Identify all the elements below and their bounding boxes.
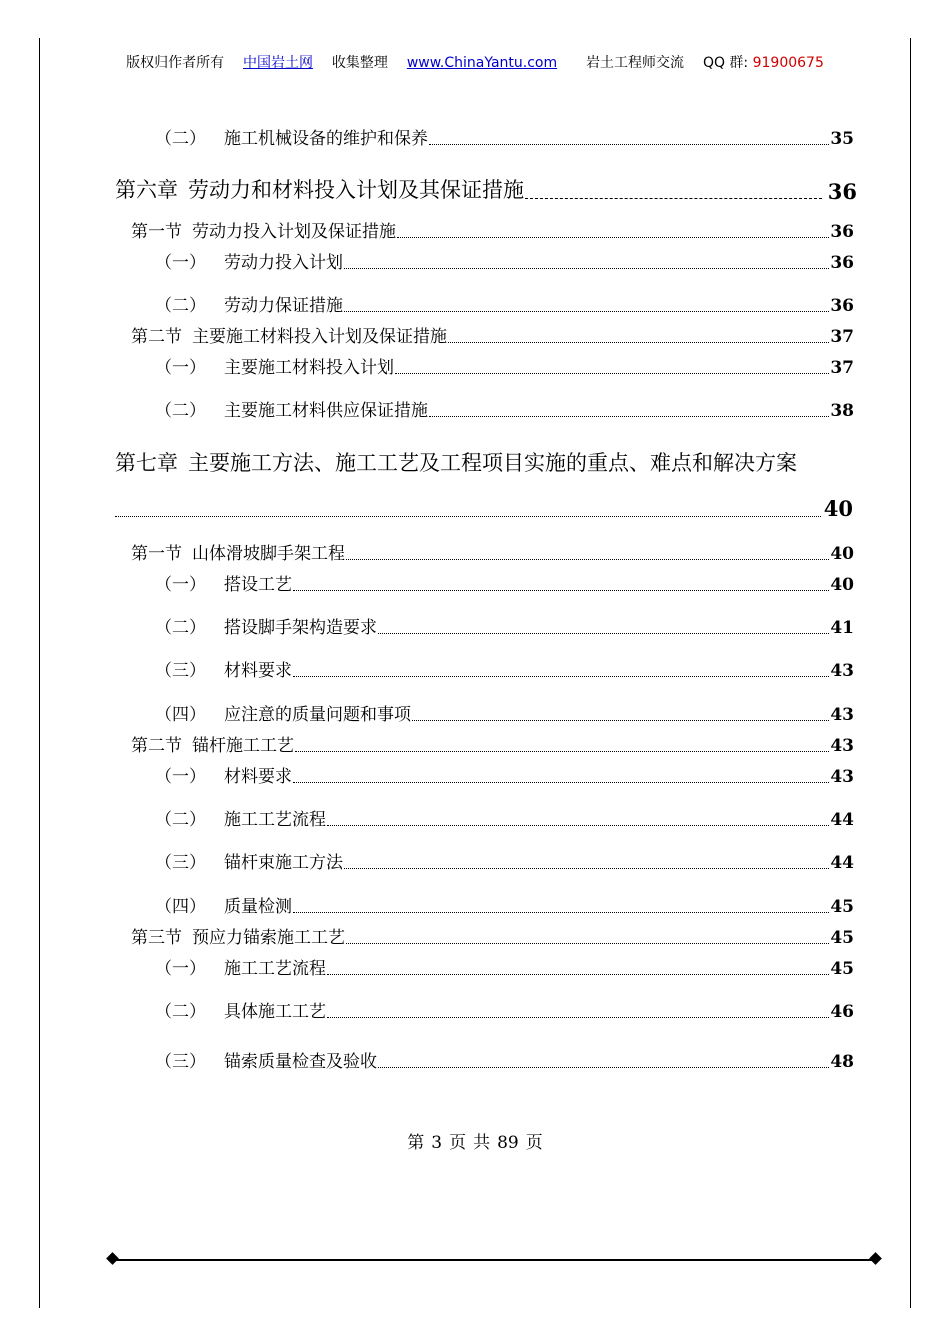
footer-text: 第 [407, 1133, 425, 1153]
section-page: 36 [830, 222, 854, 242]
entry-page: 43 [830, 705, 854, 725]
entry-page: 36 [830, 296, 854, 316]
dot-leader [378, 1067, 829, 1068]
toc-section[interactable] [131, 322, 854, 347]
toc-section[interactable] [131, 923, 854, 948]
toc-entry[interactable] [155, 570, 854, 595]
footer-text: 共 [473, 1133, 491, 1153]
chapter-label: 第七章 [115, 451, 178, 475]
entry-page: 40 [830, 575, 854, 595]
section-page: 45 [830, 928, 854, 948]
entry-label: （四） [155, 897, 206, 917]
entry-page: 43 [830, 767, 854, 787]
dot-leader [346, 943, 829, 944]
toc-entry[interactable] [155, 892, 854, 917]
entry-page: 43 [830, 661, 854, 681]
entry-label: （一） [155, 358, 206, 378]
toc-entry[interactable] [155, 954, 854, 979]
entry-label: （一） [155, 767, 206, 787]
entry-label: （三） [155, 661, 206, 681]
left-margin-line [39, 38, 40, 1308]
header-exchange: 岩土工程师交流 [586, 55, 685, 71]
entry-label: （二） [155, 296, 206, 316]
toc-entry[interactable] [155, 848, 854, 873]
entry-title: 施工工艺流程 [224, 810, 326, 830]
dot-leader [395, 373, 829, 374]
dot-leader [344, 311, 829, 312]
toc-entry[interactable] [155, 656, 854, 681]
toc-chapter-6[interactable] [115, 174, 857, 204]
entry-label: （一） [155, 959, 206, 979]
toc-entry[interactable] [155, 291, 854, 316]
entry-title: 具体施工工艺 [224, 1002, 326, 1022]
entry-page: 37 [830, 358, 854, 378]
entry-title: 主要施工材料供应保证措施 [224, 401, 428, 421]
dot-leader [115, 516, 821, 517]
entry-title: 搭设工艺 [224, 575, 292, 595]
diamond-ornament-left [106, 1252, 119, 1265]
dot-leader [344, 268, 829, 269]
toc-entry[interactable] [155, 613, 854, 638]
section-title: 主要施工材料投入计划及保证措施 [192, 327, 447, 347]
footer-text: 页 [525, 1133, 543, 1153]
toc-section[interactable] [131, 217, 854, 242]
chapter-page: 40 [823, 496, 853, 521]
bottom-rule [114, 1259, 876, 1261]
entry-title: 劳动力保证措施 [224, 296, 343, 316]
chapter-title: 主要施工方法、施工工艺及工程项目实施的重点、难点和解决方案 [188, 451, 797, 475]
entry-title: 主要施工材料投入计划 [224, 358, 394, 378]
entry-title: 劳动力投入计划 [224, 253, 343, 273]
section-title: 锚杆施工工艺 [192, 736, 294, 756]
toc-entry[interactable] [155, 353, 854, 378]
entry-title: 锚索质量检查及验收 [224, 1052, 377, 1072]
header-rights: 版权归作者所有 [126, 55, 225, 71]
header-url-link[interactable]: www.ChinaYantu.com [406, 55, 558, 71]
entry-page: 41 [830, 618, 854, 638]
entry-label: （三） [155, 1052, 206, 1072]
entry-page: 45 [830, 959, 854, 979]
toc-entry[interactable] [155, 1047, 854, 1072]
section-page: 40 [830, 544, 854, 564]
toc-section[interactable] [131, 731, 854, 756]
diamond-ornament-right [869, 1252, 882, 1265]
section-label: 第一节 [131, 222, 182, 242]
page-footer [0, 1128, 950, 1153]
chapter-label: 第六章 [115, 178, 178, 202]
entry-title: 搭设脚手架构造要求 [224, 618, 377, 638]
dash-leader [525, 198, 822, 199]
section-label: 第一节 [131, 544, 182, 564]
section-label: 第二节 [131, 327, 182, 347]
toc-entry[interactable] [155, 396, 854, 421]
header-site-link[interactable]: 中国岩土网 [243, 55, 314, 71]
dot-leader [344, 868, 829, 869]
entry-page: 36 [830, 253, 854, 273]
entry-label: （四） [155, 705, 206, 725]
toc-entry[interactable] [155, 997, 854, 1022]
footer-total-pages: 89 [497, 1133, 519, 1153]
toc-entry[interactable] [155, 248, 854, 273]
dot-leader [327, 825, 829, 826]
dot-leader [448, 342, 829, 343]
dot-leader [397, 237, 829, 238]
toc-entry[interactable] [155, 805, 854, 830]
section-title: 山体滑坡脚手架工程 [192, 544, 345, 564]
entry-page: 48 [830, 1052, 854, 1072]
section-title: 劳动力投入计划及保证措施 [192, 222, 396, 242]
entry-title: 施工机械设备的维护和保养 [224, 129, 428, 149]
header-collected: 收集整理 [331, 55, 388, 71]
section-title: 预应力锚索施工工艺 [192, 928, 345, 948]
entry-page: 38 [830, 401, 854, 421]
section-page: 43 [830, 736, 854, 756]
footer-text: 页 [449, 1133, 467, 1153]
dot-leader [429, 416, 829, 417]
chapter-title: 劳动力和材料投入计划及其保证措施 [188, 178, 524, 202]
entry-title: 应注意的质量问题和事项 [224, 705, 411, 725]
dot-leader [429, 144, 829, 145]
section-label: 第二节 [131, 736, 182, 756]
entry-label: （二） [155, 1002, 206, 1022]
entry-label: （二） [155, 810, 206, 830]
section-page: 37 [830, 327, 854, 347]
chapter-page: 36 [827, 179, 857, 204]
toc-entry[interactable] [155, 762, 854, 787]
entry-page: 44 [830, 810, 854, 830]
entry-label: （一） [155, 253, 206, 273]
entry-title: 材料要求 [224, 661, 292, 681]
header-qq-label: QQ 群: [702, 55, 749, 71]
dot-leader [412, 720, 829, 721]
dot-leader [293, 782, 829, 783]
dot-leader [293, 912, 829, 913]
header-qq-number: 91900675 [752, 55, 824, 71]
entry-page: 44 [830, 853, 854, 873]
entry-label: （三） [155, 853, 206, 873]
entry-page: 45 [830, 897, 854, 917]
section-label: 第三节 [131, 928, 182, 948]
dot-leader [327, 1017, 829, 1018]
entry-title: 施工工艺流程 [224, 959, 326, 979]
dot-leader [378, 633, 829, 634]
dot-leader [293, 590, 829, 591]
toc-entry[interactable] [155, 700, 854, 725]
entry-page: 35 [830, 129, 854, 149]
entry-label: （一） [155, 575, 206, 595]
right-margin-line [910, 38, 911, 1308]
entry-label: （二） [155, 401, 206, 421]
entry-label: （二） [155, 129, 206, 149]
toc-chapter-7-page-row [115, 496, 853, 521]
entry-label: （二） [155, 618, 206, 638]
toc-chapter-7[interactable] [115, 447, 797, 477]
dot-leader [327, 974, 829, 975]
entry-page: 46 [830, 1002, 854, 1022]
dot-leader [295, 751, 829, 752]
page-header [0, 52, 950, 72]
dot-leader [293, 676, 829, 677]
toc-entry[interactable] [155, 124, 854, 149]
entry-title: 质量检测 [224, 897, 292, 917]
dot-leader [346, 559, 829, 560]
footer-current-page: 3 [431, 1133, 443, 1153]
toc-section[interactable] [131, 539, 854, 564]
entry-title: 锚杆束施工方法 [224, 853, 343, 873]
entry-title: 材料要求 [224, 767, 292, 787]
